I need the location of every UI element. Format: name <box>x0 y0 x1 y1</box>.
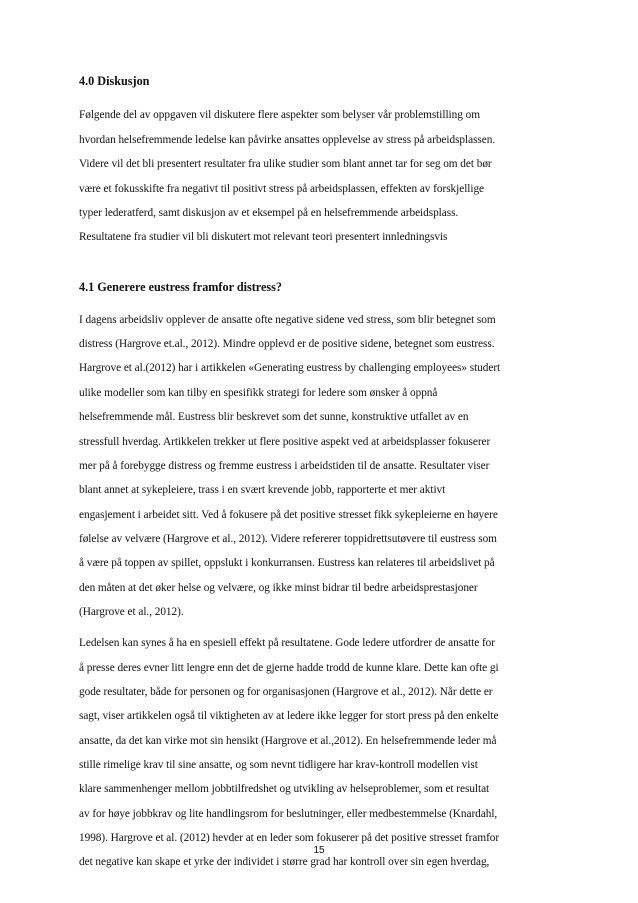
paragraph-line: hvordan helsefremmende ledelse kan påvirke ansattes opplevelse av stress på arbeidsplassen. <box>79 134 496 146</box>
paragraph-line: Videre vil det bli presentert resultater fra ulike studier som blant annet tar for seg om det bør <box>79 158 492 170</box>
paragraph-line: å være på toppen av spillet, oppslukt i konkurransen. Eustress kan relateres til arbeidslivet på <box>79 557 495 569</box>
paragraph-line: stille rimelige krav til sine ansatte, og som nevnt tidligere har krav-kontroll modellen vist <box>79 759 478 771</box>
section-heading-eustress: 4.1 Generere eustress framfor distress? <box>79 280 282 294</box>
paragraph-line: klare sammenhenger mellom jobbtilfredshet og utvikling av helseproblemer, som et resultat <box>79 783 490 795</box>
section-heading-diskusjon: 4.0 Diskusjon <box>79 74 150 88</box>
page-number: 15 <box>313 845 325 856</box>
paragraph-line: I dagens arbeidsliv opplever de ansatte ofte negative sidene ved stress, som blir betegnet som <box>79 314 496 326</box>
paragraph-line: distress (Hargrove et.al., 2012). Mindre opplevd er de positive sidene, betegnet som eustress. <box>79 338 495 350</box>
paragraph-line: typer lederatferd, samt diskusjon av et eksempel på en helsefremmende arbeidsplass. <box>79 207 459 219</box>
paragraph-line: Hargrove et al.(2012) har i artikkelen «Generating eustress by challenging employees» studert <box>79 362 501 374</box>
paragraph-line: gode resultater, både for personen og for organisasjonen (Hargrove et al., 2012). Når dette er <box>79 686 493 698</box>
paragraph-line: stressfull hverdag. Artikkelen trekker ut flere positive aspekt ved at arbeidsplasser fokuserer <box>79 436 491 448</box>
paragraph-line: å presse deres evner litt lengre enn det de gjerne hadde trodd de kunne klare. Dette kan ofte gi <box>79 662 499 674</box>
paragraph-line: det negative kan skape et yrke der individet i større grad har kontroll over sin egen hverdag, <box>79 856 490 868</box>
paragraph-line: ansatte, da det kan virke mot sin hensikt (Hargrove et al.,2012). En helsefremmende leder må <box>79 735 497 747</box>
paragraph-line: helsefremmende mål. Eustress blir beskrevet som det sunne, konstruktive utfallet av en <box>79 411 469 423</box>
paragraph-line: (Hargrove et al., 2012). <box>79 606 184 618</box>
paragraph-line: Følgende del av oppgaven vil diskutere flere aspekter som belyser vår problemstilling om <box>79 109 480 121</box>
paragraph-line: engasjement i arbeidet sitt. Ved å fokusere på det positive stresset fikk sykepleierne en høyere <box>79 509 498 521</box>
paragraph-line: blant annet at sykepleiere, trass i en svært krevende jobb, rapporterte et mer aktivt <box>79 484 446 496</box>
paragraph-line: den måten at det øker helse og velvære, og ikke minst bidrar til bedre arbeidsprestasjoner <box>79 582 478 594</box>
paragraph-line: Resultatene fra studier vil bli diskutert mot relevant teori presentert innledningsvis <box>79 231 448 243</box>
paragraph-line: mer på å forebygge distress og fremme eustress i arbeidstiden til de ansatte. Resultater viser <box>79 460 490 472</box>
paragraph-line: være et fokusskifte fra negativt til positivt stress på arbeidsplassen, effekten av forskjellige <box>79 183 485 195</box>
paragraph-line: av for høye jobbkrav og lite handlingsrom for beslutninger, eller medbestemmelse (Knardahl, <box>79 808 498 820</box>
paragraph-line: sagt, viser artikkelen også til viktigheten av at ledere ikke legger for stort press på den enkelte <box>79 710 499 722</box>
paragraph-line: følelse av velvære (Hargrove et al., 2012). Videre refererer toppidrettsutøvere til eustress som <box>79 533 497 545</box>
paragraph-line: ulike modeller som kan tilby en spesifikk strategi for ledere som ønsker å oppnå <box>79 387 438 399</box>
paragraph-line: Ledelsen kan synes å ha en spesiell effekt på resultatene. Gode ledere utfordrer de ansatte for <box>79 637 495 649</box>
paragraph-line: 1998). Hargrove et al. (2012) hevder at en leder som fokuserer på det positive stresset framfor <box>79 832 500 844</box>
